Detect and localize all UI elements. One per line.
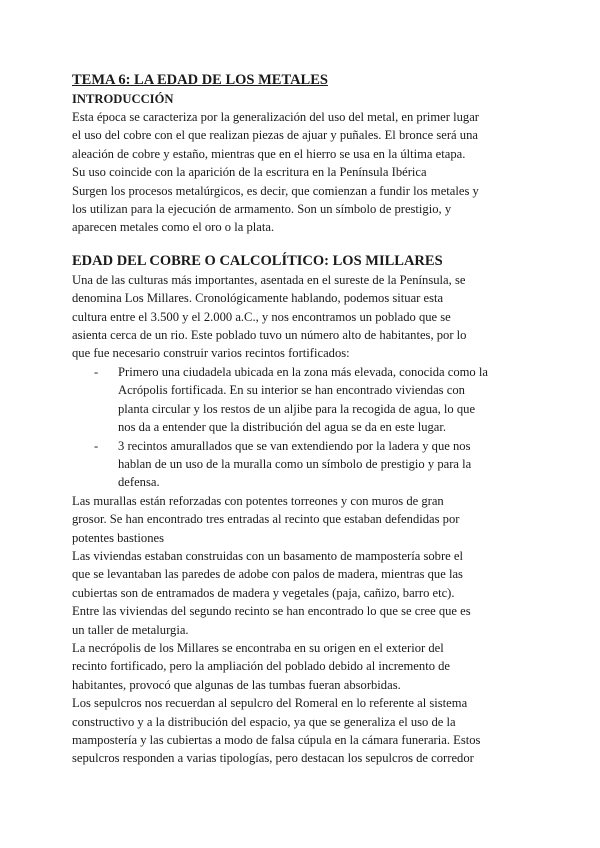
text-line: Las murallas están reforzadas con potentes torreones y con muros de gran [72, 493, 444, 508]
text-line: Entre las viviendas del segundo recinto se han encontrado lo que se cree que es [72, 604, 471, 619]
text-line: los utilizan para la ejecución de armamento. Son un símbolo de prestigio, y [72, 202, 452, 217]
text-line: Los sepulcros nos recuerdan al sepulcro del Romeral en lo referente al sistema [72, 696, 468, 711]
text-line: planta circular y los restos de un aljibe para la recogida de agua, lo que [118, 401, 476, 416]
text-line: denomina Los Millares. Cronológicamente hablando, podemos situar esta [72, 291, 444, 306]
section-paragraph-b [72, 492, 532, 768]
text-line: potentes bastiones [72, 530, 164, 545]
text-line: Una de las culturas más importantes, asentada en el sureste de la Península, se [72, 272, 466, 287]
text-line: Surgen los procesos metalúrgicos, es decir, que comienzan a fundir los metales y [72, 183, 479, 198]
text-line: que fue necesario construir varios recintos fortificados: [72, 346, 350, 361]
section-heading: EDAD DEL COBRE O CALCOLÍTICO: LOS MILLARES [72, 252, 443, 269]
text-line: nos da a entender que la distribución del agua se da en este lugar. [118, 420, 447, 435]
text-line: Esta época se caracteriza por la generalización del uso del metal, en primer lugar [72, 110, 479, 124]
text-line: asienta cerca de un rio. Este poblado tuvo un número alto de habitantes, por lo [72, 328, 467, 343]
text-line: defensa. [118, 475, 160, 490]
document-title: TEMA 6: LA EDAD DE LOS METALES [72, 72, 328, 88]
text-line: La necrópolis de los Millares se encontraba en su origen en el exterior del [72, 640, 444, 655]
intro-paragraph [72, 108, 532, 237]
text-line: 3 recintos amurallados que se van extendiendo por la ladera y que nos [118, 438, 471, 453]
text-line: Acrópolis fortificada. En su interior se han encontrado viviendas con [118, 383, 465, 398]
text-line: que se levantaban las paredes de adobe con palos de madera, mientras que las [72, 567, 463, 582]
fortification-list [72, 363, 532, 492]
bullet-dash: - [94, 364, 99, 379]
document-page [72, 70, 532, 768]
list-item [72, 363, 532, 437]
text-line: aparecen metales como el oro o la plata. [72, 220, 275, 235]
text-line: habitantes, provocó que algunas de las tumbas fueran absorbidas. [72, 677, 401, 692]
text-line: cubiertas son de entramados de madera y vegetales (paja, cañizo, barro etc). [72, 585, 455, 600]
text-line: el uso del cobre con el que realizan piezas de ajuar y puñales. El bronce será una [72, 128, 478, 143]
text-line: aleación de cobre y estaño, mientras que en el hierro se usa en la última etapa. [72, 146, 466, 161]
text-line: cultura entre el 3.500 y el 2.000 a.C., y nos encontramos un poblado que se [72, 309, 451, 324]
intro-heading: INTRODUCCIÓN [72, 92, 174, 106]
text-line: recinto fortificado, pero la ampliación del poblado debido al incremento de [72, 659, 451, 674]
section-paragraph-a [72, 271, 532, 363]
text-line: Su uso coincide con la aparición de la escritura en la Península Ibérica [72, 165, 427, 180]
text-line: hablan de un uso de la muralla como un símbolo de prestigio y para la [118, 456, 472, 471]
text-line: grosor. Se han encontrado tres entradas al recinto que estaban defendidas por [72, 512, 460, 527]
list-item [72, 437, 532, 492]
text-line: constructivo y a la distribución del espacio, ya que se generaliza el uso de la [72, 714, 456, 729]
text-line: sepulcros responden a varias tipologías, pero destacan los sepulcros de corredor [72, 751, 474, 766]
bullet-dash: - [94, 438, 99, 453]
text-line: Primero una ciudadela ubicada en la zona más elevada, conocida como la [118, 364, 488, 379]
text-line: mampostería y las cubiertas a modo de falsa cúpula en la cámara funeraria. Estos [72, 733, 481, 747]
text-line: un taller de metalurgia. [72, 622, 189, 637]
text-line: Las viviendas estaban construidas con un basamento de mampostería sobre el [72, 548, 463, 563]
